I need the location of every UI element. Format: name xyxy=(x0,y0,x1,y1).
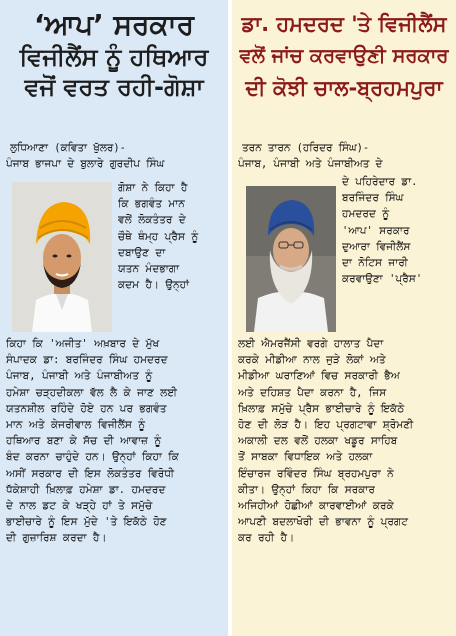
right-body-line: ਆਪਣੀ ਬਦਲਾਖੋਰੀ ਦੀ ਭਾਵਨਾ ਨੂੰ ਪ੍ਰਗਟ xyxy=(238,516,408,529)
right-body-line: ਇੰਚਾਰਜ ਰਵਿੰਦਰ ਸਿੰਘ ਬ੍ਰਹਮਪੁਰਾ ਨੇ xyxy=(238,467,394,480)
left-side-text xyxy=(118,180,226,293)
left-intro-line: ਪੰਜਾਬ ਭਾਜਪਾ ਦੇ ਬੁਲਾਰੇ ਗੁਰਦੀਪ ਸਿੰਘ xyxy=(6,158,165,170)
left-portrait-photo xyxy=(12,182,112,332)
right-body-line: ਕਰਕੇ ਮੀਡੀਆ ਨਾਲ ਜੁੜੇ ਲੋਕਾਂ ਅਤੇ xyxy=(238,354,386,367)
left-body-line: ਦੇ ਨਾਲ ਡਟ ਕੇ ਖੜ੍ਹੇ ਹਾਂ ਤੇ ਸਮੁੱਚੇ xyxy=(6,500,153,513)
right-body-line: ਲਈ ਐਮਰਜੈਂਸੀ ਵਰਗੇ ਹਾਲਾਤ ਪੈਦਾ xyxy=(238,338,384,350)
left-headline-line-1: ‘ਆਪ’ ਸਰਕਾਰ xyxy=(33,8,195,41)
right-side-line: ਬਰਜਿੰਦਰ ਸਿੰਘ xyxy=(342,192,404,205)
left-body-line: ਭਾਈਚਾਰੇ ਨੂੰ ਇਸ ਮੁੱਦੇ 'ਤੇ ਇਕੱਠੇ ਹੋਣ xyxy=(6,516,167,529)
left-body-line: ਬੰਦ ਕਰਨਾ ਚਾਹੁੰਦੇ ਹਨ। ਉਨ੍ਹਾਂ ਕਿਹਾ ਕਿ xyxy=(6,451,179,464)
right-dateline: ਤਰਨ ਤਾਰਨ (ਹਰਿਦਰ ਸਿੰਘ)- xyxy=(242,142,370,154)
left-side-line: ਦਬਾਉਣ ਦਾ xyxy=(118,246,166,259)
right-side-line: ਹਮਦਰਦ ਨੂੰ xyxy=(342,208,390,221)
left-body-line: ਹਮੇਸ਼ਾ ਚੜ੍ਹਦੀਕਲਾ ਵੱਲ ਲੈ ਕੇ ਜਾਣ ਲਈ xyxy=(6,386,178,399)
left-side-line: ਯਤਨ ਮੰਦਭਾਗਾ xyxy=(118,263,180,276)
right-headline-line-3: ਦੀ ਕੋਝੀ ਚਾਲ-ਬ੍ਰਹਮਪੁਰਾ xyxy=(245,76,443,100)
right-headline-line-1: ਡਾ. ਹਮਦਰਦ 'ਤੇ ਵਿਜੀਲੈਂਸ xyxy=(241,12,447,36)
right-side-text xyxy=(342,174,454,287)
left-side-line: ਕਿ ਭਗਵੰਤ ਮਾਨ xyxy=(118,198,185,211)
right-body-line: ਹੋਣ ਦੀ ਲੋੜ ਹੈ। ਇਹ ਪ੍ਰਗਟਾਵਾ ਸ਼੍ਰੋਮਣੀ xyxy=(238,419,414,432)
left-dateline: ਲੁਧਿਆਣਾ (ਕਵਿਤਾ ਖੁੱਲਰ)- xyxy=(10,142,126,154)
left-body-text xyxy=(6,336,224,547)
right-side-line: ਕਰਵਾਉਣਾ 'ਪ੍ਰੈਸ' xyxy=(342,273,423,286)
right-body-line: ਅਤੇ ਦਹਿਸ਼ਤ ਪੈਦਾ ਕਰਨਾ ਹੈ, ਜਿਸ xyxy=(238,386,387,399)
right-body-line: ਕੀਤਾ। ਉਨ੍ਹਾਂ ਕਿਹਾ ਕਿ ਸਰਕਾਰ xyxy=(238,483,375,496)
right-headline-line-2: ਵਲੋਂ ਜਾਂਚ ਕਰਵਾਉਣੀ ਸਰਕਾਰ xyxy=(239,44,449,67)
right-article xyxy=(232,0,456,636)
right-body-line: ਤੋਂ ਸਾਬਕਾ ਵਿਧਾਇਕ ਅਤੇ ਹਲਕਾ xyxy=(238,451,373,464)
right-body-line: ਖ਼ਿਲਾਫ਼ ਸਮੁੱਚੇ ਪ੍ਰੈਸ ਭਾਈਚਾਰੇ ਨੂੰ ਇਕੱਠੇ xyxy=(238,402,405,415)
left-body-line: ਕਿਹਾ ਕਿ 'ਅਜੀਤ' ਅਖ਼ਬਾਰ ਦੇ ਮੁੱਖ xyxy=(6,338,160,350)
left-headline xyxy=(6,8,222,102)
right-body-line: ਕਰ ਰਹੀ ਹੈ। xyxy=(238,532,295,545)
left-headline-line-3: ਵਜੋਂ ਵਰਤ ਰਹੀ-ਗੋਸ਼ਾ xyxy=(24,73,204,101)
right-side-line: ਦਾ ਨੋਟਿਸ ਜਾਰੀ xyxy=(342,257,408,270)
left-side-line: ਚੌਥੇ ਥੰਮ੍ਹ ਪ੍ਰੈਸ ਨੂੰ xyxy=(118,230,199,243)
left-side-line: ਕਦਮ ਹੈ। ਉਨ੍ਹਾਂ xyxy=(118,279,190,292)
right-body-line: ਮੀਡੀਆ ਘਰਾਣਿਆਂ ਵਿਚ ਸਰਕਾਰੀ ਭੈਅ xyxy=(238,370,400,383)
left-body-line: ਅਸੀਂ ਸਰਕਾਰ ਦੀ ਇਸ ਲੋਕਤੰਤਰ ਵਿਰੋਧੀ xyxy=(6,467,175,480)
right-side-line: ਦੁਆਰਾ ਵਿਜੀਲੈਂਸ xyxy=(342,240,411,253)
left-body-line: ਦੀ ਗੁਜ਼ਾਰਿਸ਼ ਕਰਦਾ ਹੈ। xyxy=(6,532,107,545)
left-body-line: ਪੰਜਾਬ, ਪੰਜਾਬੀ ਅਤੇ ਪੰਜਾਬੀਅਤ ਨੂੰ xyxy=(6,370,153,383)
left-body-line: ਯਤਨਸ਼ੀਲ ਰਹਿੰਦੇ ਹੋਏ ਹਨ ਪਰ ਭਗਵੰਤ xyxy=(6,402,167,415)
left-body-line: ਮਾਨ ਅਤੇ ਕੇਜਰੀਵਾਲ ਵਿਜੀਲੈਂਸ ਨੂੰ xyxy=(6,419,146,432)
left-headline-line-2: ਵਿਜੀਲੈਂਸ ਨੂੰ ਹਥਿਆਰ xyxy=(19,43,209,71)
right-intro-line: ਪੰਜਾਬ, ਪੰਜਾਬੀ ਅਤੇ ਪੰਜਾਬੀਅਤ ਦੇ xyxy=(238,158,383,170)
left-side-line: ਵਲੋਂ ਲੋਕਤੰਤਰ ਦੇ xyxy=(118,214,186,227)
right-portrait-photo xyxy=(246,186,336,332)
right-headline xyxy=(236,8,452,104)
left-body-line: ਧੱਕੇਸ਼ਾਹੀ ਖ਼ਿਲਾਫ਼ ਹਮੇਸ਼ਾ ਡਾ. ਹਮਦਰਦ xyxy=(6,483,166,496)
right-body-line: ਅਜਿਹੀਆਂ ਹੋਛੀਆਂ ਕਾਰਵਾਈਆਂ ਕਰਕੇ xyxy=(238,500,394,513)
left-body-line: ਸੰਪਾਦਕ ਡਾ: ਬਰਜਿੰਦਰ ਸਿੰਘ ਹਮਦਰਦ xyxy=(6,354,168,367)
right-side-line: ਦੇ ਪਹਿਰੇਦਾਰ ਡਾ. xyxy=(342,176,418,188)
right-body-line: ਅਕਾਲੀ ਦਲ ਵਲੋਂ ਹਲਕਾ ਖਡੂਰ ਸਾਹਿਬ xyxy=(238,435,398,448)
right-body-text xyxy=(238,336,452,547)
right-side-line: 'ਆਪ' ਸਰਕਾਰ xyxy=(342,224,410,237)
left-body-line: ਹਥਿਆਰ ਬਣਾ ਕੇ ਸੱਚ ਦੀ ਆਵਾਜ਼ ਨੂੰ xyxy=(6,435,162,448)
left-side-line: ਗੋਸ਼ਾ ਨੇ ਕਿਹਾ ਹੈ xyxy=(118,182,188,194)
